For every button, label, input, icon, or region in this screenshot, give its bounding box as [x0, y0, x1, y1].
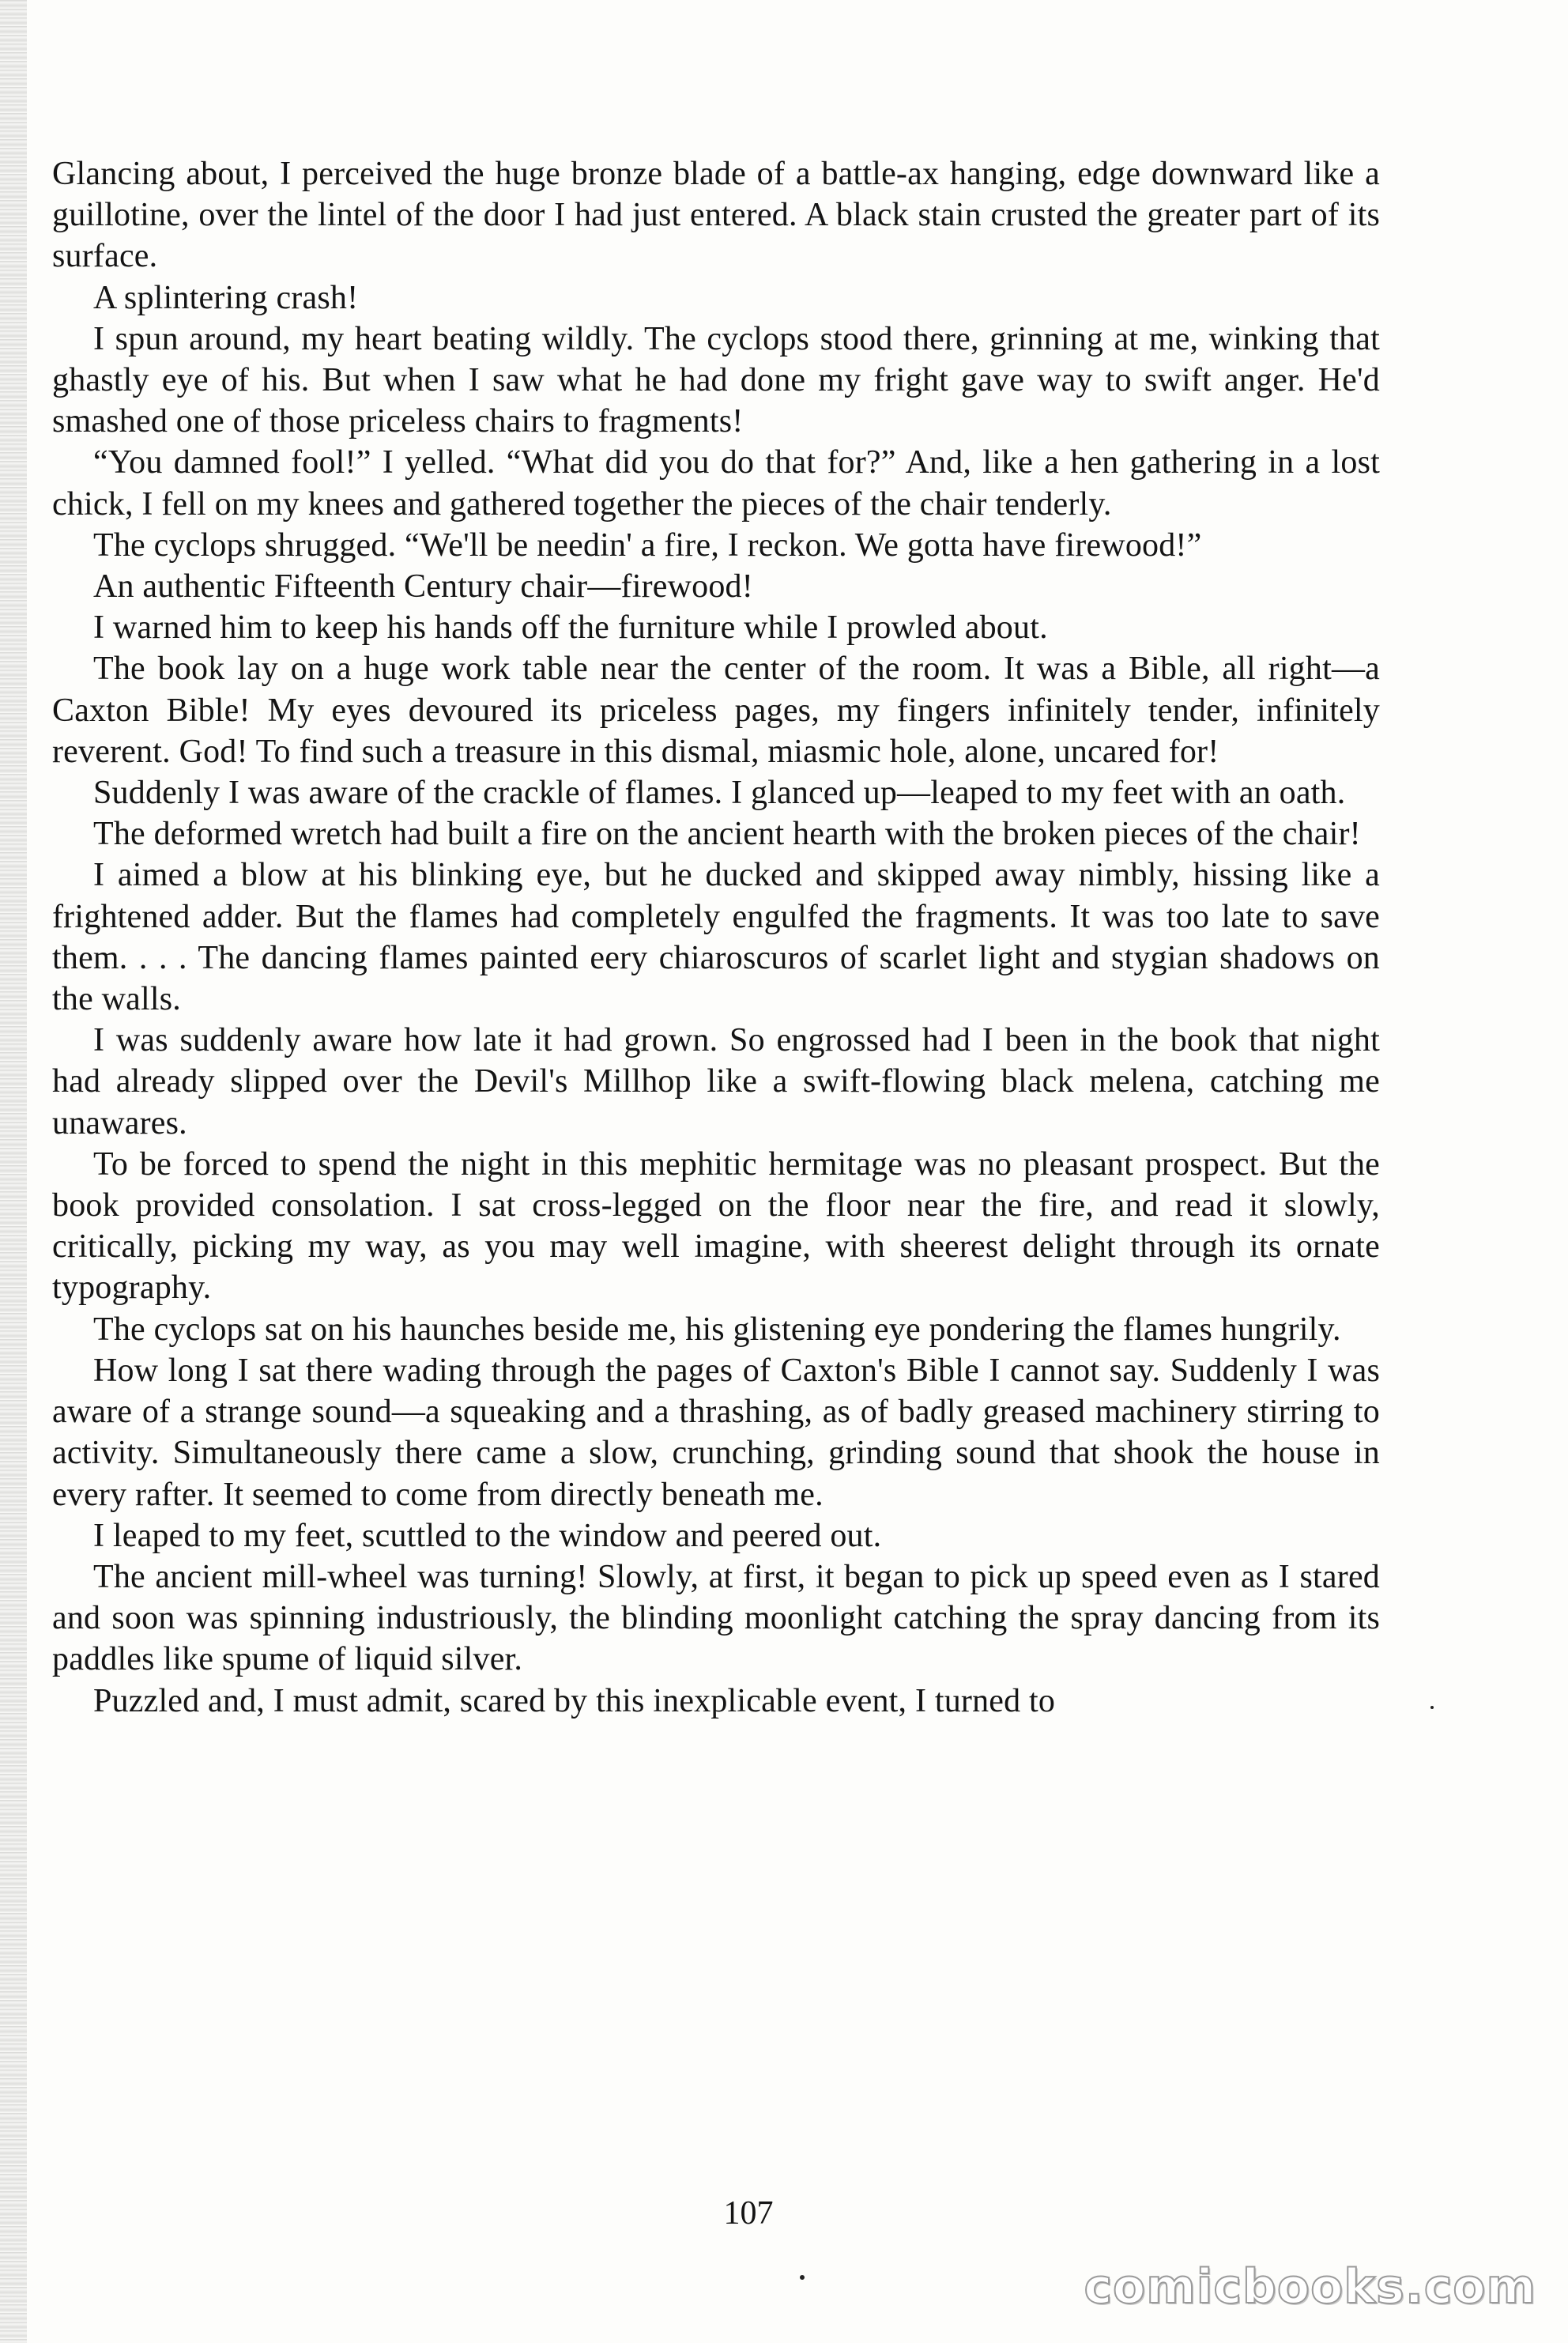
- paragraph: An authentic Fifteenth Century chair—firewood!: [93, 568, 753, 606]
- paragraph: I warned him to keep his hands off the furniture while I prowled about.: [93, 609, 1048, 647]
- paragraph: How long I sat there wading through the pages of Caxton's Bible I cannot say. Suddenly I was aware of a strange sound—a squeaking and a thrashing, as of badly greased machinery stirring to activity. Simultaneously there came a slow, crunching, grinding sound that shook the house in every rafter. It seemed to come from directly beneath me.: [52, 1352, 1380, 1513]
- paragraph: The book lay on a huge work table near the center of the room. It was a Bible, all right—a Caxton Bible! My eyes devoured its priceless pages, my fingers infinitely tender, infinitely reverent. God! To find such a treasure in this dismal, miasmic hole, alone, uncared for!: [52, 651, 1380, 770]
- watermark-logo: comicbooks.com: [1084, 2259, 1536, 2315]
- paragraph: To be forced to spend the night in this mephitic hermitage was no pleasant prospect. But the book provided consolation. I sat cross-legged on the floor near the fire, and read it slowly, critically, picking my way, as you may well imagine, with sheerest delight through its ornate typography.: [52, 1145, 1380, 1307]
- paragraph: I spun around, my heart beating wildly. The cyclops stood there, grinning at me, winking that ghastly eye of his. But when I saw what he had done my fright gave way to swift anger. He'd smashed one of those priceless chairs to fragments!: [52, 320, 1380, 440]
- page-number: 107: [723, 2195, 774, 2232]
- page-edge-shadow: [0, 0, 27, 2343]
- print-speck: [800, 2275, 805, 2280]
- story-text: [52, 153, 1380, 1722]
- paragraph: Puzzled and, I must admit, scared by this inexplicable event, I turned to: [93, 1682, 1056, 1719]
- paragraph: I leaped to my feet, scuttled to the window and peered out.: [93, 1517, 882, 1554]
- paragraph: I aimed a blow at his blinking eye, but he ducked and skipped away nimbly, hissing like a frightened adder. But the flames had completely engulfed the fragments. It was too late to save them. . . . The dancing flames painted eery chiaroscuros of scarlet light and stygian shadows on the walls.: [52, 857, 1380, 1018]
- paragraph: A splintering crash!: [93, 279, 359, 316]
- paragraph: Glancing about, I perceived the huge bronze blade of a battle-ax hanging, edge downward like a guillotine, over the lintel of the door I had just entered. A black stain crusted the greater part of its surface.: [52, 156, 1380, 275]
- paragraph: The deformed wretch had built a fire on the ancient hearth with the broken pieces of the chair!: [93, 816, 1361, 853]
- paragraph: The cyclops sat on his haunches beside me, his glistening eye pondering the flames hungrily.: [93, 1311, 1341, 1348]
- paragraph: The cyclops shrugged. “We'll be needin' a fire, I reckon. We gotta have firewood!”: [93, 526, 1202, 564]
- print-speck: [1430, 1706, 1434, 1709]
- paragraph: Suddenly I was aware of the crackle of flames. I glanced up—leaped to my feet with an oath.: [93, 775, 1346, 812]
- paragraph: The ancient mill-wheel was turning! Slowly, at first, it began to pick up speed even as I stared and soon was spinning industriously, the blinding moonlight catching the spray dancing from its paddles like spume of liquid silver.: [52, 1558, 1380, 1678]
- paragraph: “You damned fool!” I yelled. “What did you do that for?” And, like a hen gathering in a lost chick, I fell on my knees and gathered together the pieces of the chair tenderly.: [52, 444, 1380, 523]
- paragraph: I was suddenly aware how late it had grown. So engrossed had I been in the book that night had already slipped over the Devil's Millhop like a swift-flowing black melena, catching me unawares.: [52, 1022, 1380, 1141]
